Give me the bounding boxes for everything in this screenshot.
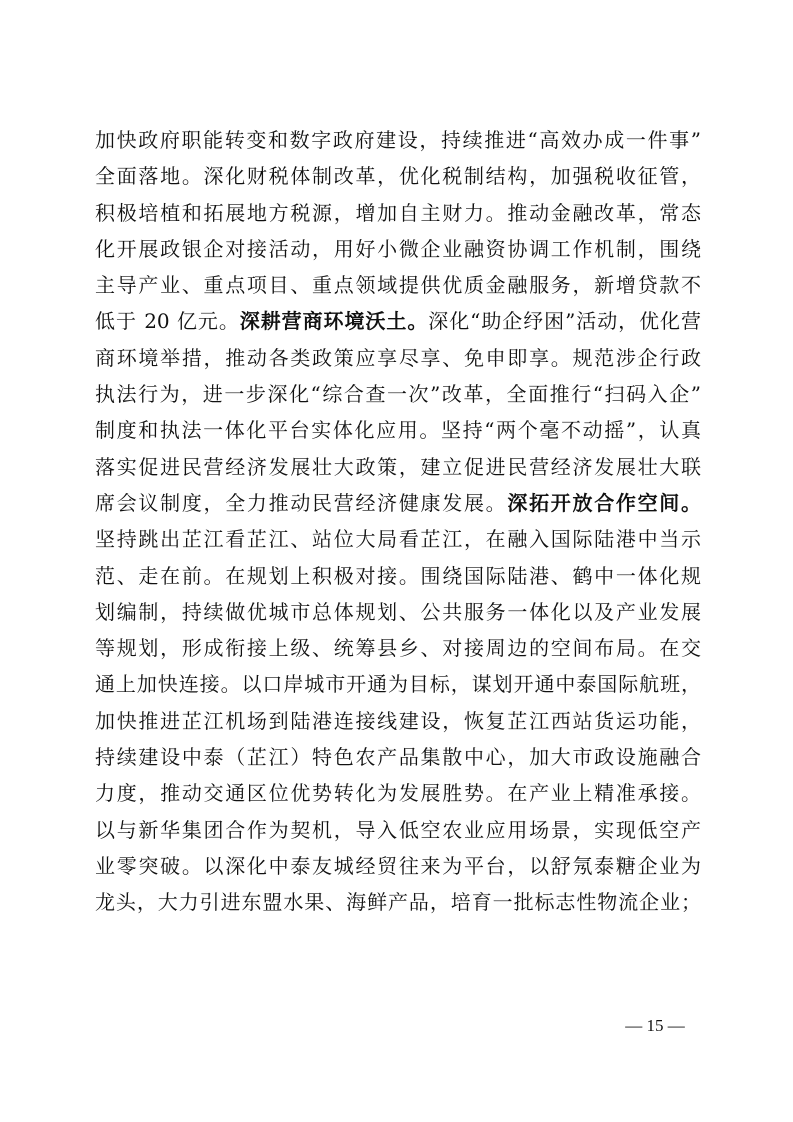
text-line: 落实促进民营经济发展壮大政策，建立促进民营经济发展壮大联 (95, 454, 701, 479)
text-line: 划编制，持续做优城市总体规划、公共服务一体化以及产业发展 (95, 599, 701, 624)
page-number: — 15 — (625, 1016, 685, 1035)
text-run: 深化“助企纾困”活动，优化营 (428, 309, 701, 334)
bold-heading-run: 深耕营商环境沃土。 (239, 309, 429, 334)
text-line: 商环境举措，推动各类政策应享尽享、免申即享。规范涉企行政 (95, 345, 701, 370)
text-line: 加快推进芷江机场到陆港连接线建设，恢复芷江西站货运功能， (95, 708, 701, 733)
text-line: 坚持跳出芷江看芷江、站位大局看芷江，在融入国际陆港中当示 (95, 527, 701, 552)
text-line: 加快政府职能转变和数字政府建设，持续推进“高效办成一件事” (95, 128, 701, 152)
text-run: 低于 20 亿元。 (95, 309, 240, 334)
text-line: 制度和执法一体化平台实体化应用。坚持“两个毫不动摇”，认真 (95, 418, 701, 443)
text-line: 以与新华集团合作为契机，导入低空农业应用场景，实现低空产 (95, 817, 701, 842)
bold-heading-run: 深拓开放合作空间。 (507, 490, 701, 515)
text-line: 主导产业、重点项目、重点领域提供优质金融服务，新增贷款不 (95, 273, 701, 298)
text-line: 持续建设中泰（芷江）特色农产品集散中心，加大市政设施融合 (95, 745, 701, 770)
body-text (95, 122, 701, 921)
text-line: 全面落地。深化财税体制改革，优化税制结构，加强税收征管， (95, 164, 701, 189)
text-line: 积极培植和拓展地方税源，增加自主财力。推动金融改革，常态 (95, 200, 701, 225)
text-line: 通上加快连接。以口岸城市开通为目标，谋划开通中泰国际航班， (95, 672, 701, 697)
text-line: 龙头，大力引进东盟水果、海鲜产品，培育一批标志性物流企业； (95, 890, 701, 915)
text-line: 业零突破。以深化中泰友城经贸往来为平台，以舒氖泰糖企业为 (95, 853, 701, 878)
text-line: 等规划，形成衔接上级、统筹县乡、对接周边的空间布局。在交 (95, 636, 701, 661)
text-line: 化开展政银企对接活动，用好小微企业融资协调工作机制，围绕 (95, 236, 701, 261)
text-line: 范、走在前。在规划上积极对接。围绕国际陆港、鹤中一体化规 (95, 563, 701, 588)
text-line: 执法行为，进一步深化“综合查一次”改革，全面推行“扫码入企” (95, 382, 701, 407)
text-line: 力度，推动交通区位优势转化为发展胜势。在产业上精准承接。 (95, 781, 701, 806)
text-line (95, 485, 701, 521)
text-run: 席会议制度，全力推动民营经济健康发展。 (95, 490, 508, 515)
text-line (95, 303, 701, 339)
